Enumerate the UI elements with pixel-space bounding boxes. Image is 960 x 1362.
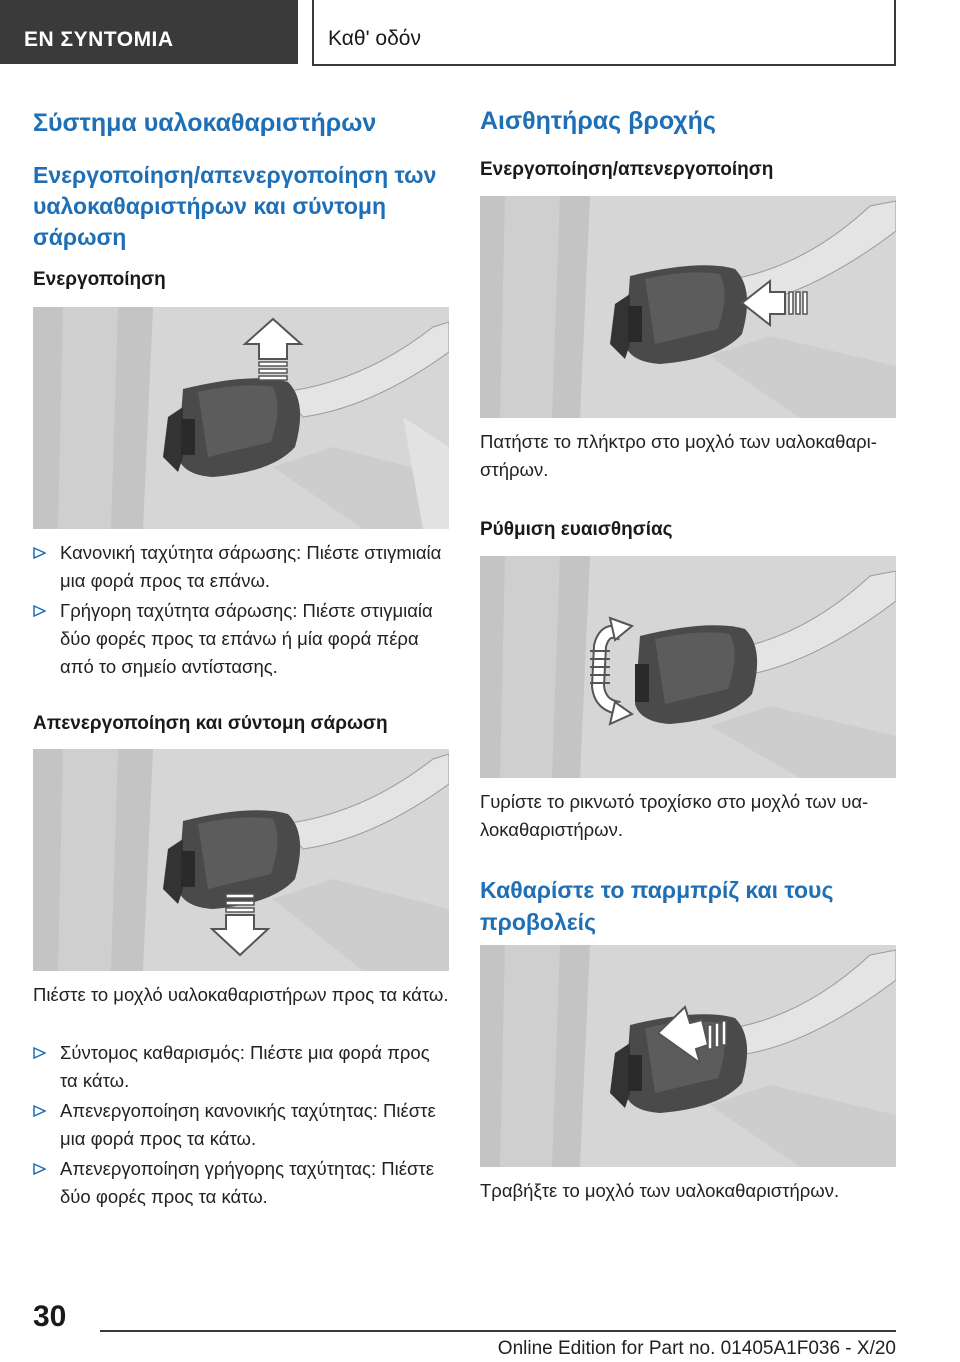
bullet-deactivate-normal <box>33 1097 451 1153</box>
bullet-triangle-icon <box>33 1047 46 1059</box>
subsection-title: Ενεργοποίηση/απενεργοποίηση των υαλοκαθαριστήρων και σύντομη σάρωση <box>33 162 437 250</box>
figure-lever-down <box>33 749 449 971</box>
bullet-text: Κανονική ταχύτητα σάρωσης: Πιέστε στιγmιαία μια φορά προς τα επάνω. <box>60 542 442 591</box>
rain-sensor-title: Αισθητήρας βροχής <box>480 107 716 135</box>
bullet-text: Γρήγορη ταχύτητα σάρωσης: Πιέστε στιγμιαία δύο φορές προς τα επάνω ή μία φορά πέρα από το σημείο αντίστασης. <box>60 600 433 677</box>
bullet-text: Απενεργοποίηση γρήγορης ταχύτητας: Πιέστε δύο φορές προς τα κάτω. <box>60 1158 434 1207</box>
section-label: ΕΝ ΣΥΝΤΟΜΙΑ <box>24 28 174 51</box>
deactivate-heading: Απενεργοποίηση και σύντομη σάρωση <box>33 713 388 734</box>
figure-sensitivity-wheel <box>480 556 896 778</box>
bullet-triangle-icon <box>33 1163 46 1175</box>
washer-text: Τραβήξτε το μοχλό των υαλοκαθαριστήρων. <box>480 1180 840 1201</box>
bullet-short-wipe <box>33 1039 451 1095</box>
lever-down-illustration <box>33 749 449 971</box>
section-title: Σύστημα υαλοκαθαριστήρων <box>33 109 377 137</box>
sensitivity-text: Γυρίστε το ρικνωτό τροχίσκο στο μοχλό των υαλοκαθαριστήρων. <box>480 791 869 840</box>
bullet-deactivate-fast <box>33 1155 451 1211</box>
bullet-text: Απενεργοποίηση κανονικής ταχύτητας: Πιέστε μια φορά προς τα κάτω. <box>60 1100 436 1149</box>
activate-heading: Ενεργοποίηση <box>33 269 166 290</box>
bullet-triangle-icon <box>33 605 46 617</box>
figure-rain-button <box>480 196 896 418</box>
chapter-label: Καθ' οδόν <box>328 27 421 50</box>
figure-washer-pull <box>480 945 896 1167</box>
bullet-text: Σύντομος καθαρισμός: Πιέστε μια φορά προς τα κάτω. <box>60 1042 430 1091</box>
washer-pull-illustration <box>480 945 896 1167</box>
sensitivity-wheel-illustration <box>480 556 896 778</box>
chapter-tab <box>312 0 896 66</box>
bullet-triangle-icon <box>33 547 46 559</box>
bullet-triangle-icon <box>33 1105 46 1117</box>
washer-title: Καθαρίστε το παρμπρίζ και τους προβολείς <box>480 877 834 935</box>
bullet-fast-speed <box>33 597 451 681</box>
page-number: 30 <box>33 1300 67 1333</box>
rain-button-illustration <box>480 196 896 418</box>
rain-sensor-heading: Ενεργοποίηση/απενεργοποίηση <box>480 159 774 180</box>
lever-up-illustration <box>33 307 449 529</box>
edition-info: Online Edition for Part no. 01405A1F036 - X/20 <box>497 1338 896 1359</box>
bullet-normal-speed <box>33 539 451 595</box>
deactivate-text: Πιέστε το μοχλό υαλοκαθαριστήρων προς τα κάτω. <box>33 984 449 1005</box>
section-tab <box>0 0 298 64</box>
figure-lever-up <box>33 307 449 529</box>
rain-sensor-text: Πατήστε το πλήκτρο στο μοχλό των υαλοκαθαριστήρων. <box>480 431 877 480</box>
sensitivity-heading: Ρύθμιση ευαισθησίας <box>480 519 673 540</box>
footer-divider <box>100 1330 896 1332</box>
